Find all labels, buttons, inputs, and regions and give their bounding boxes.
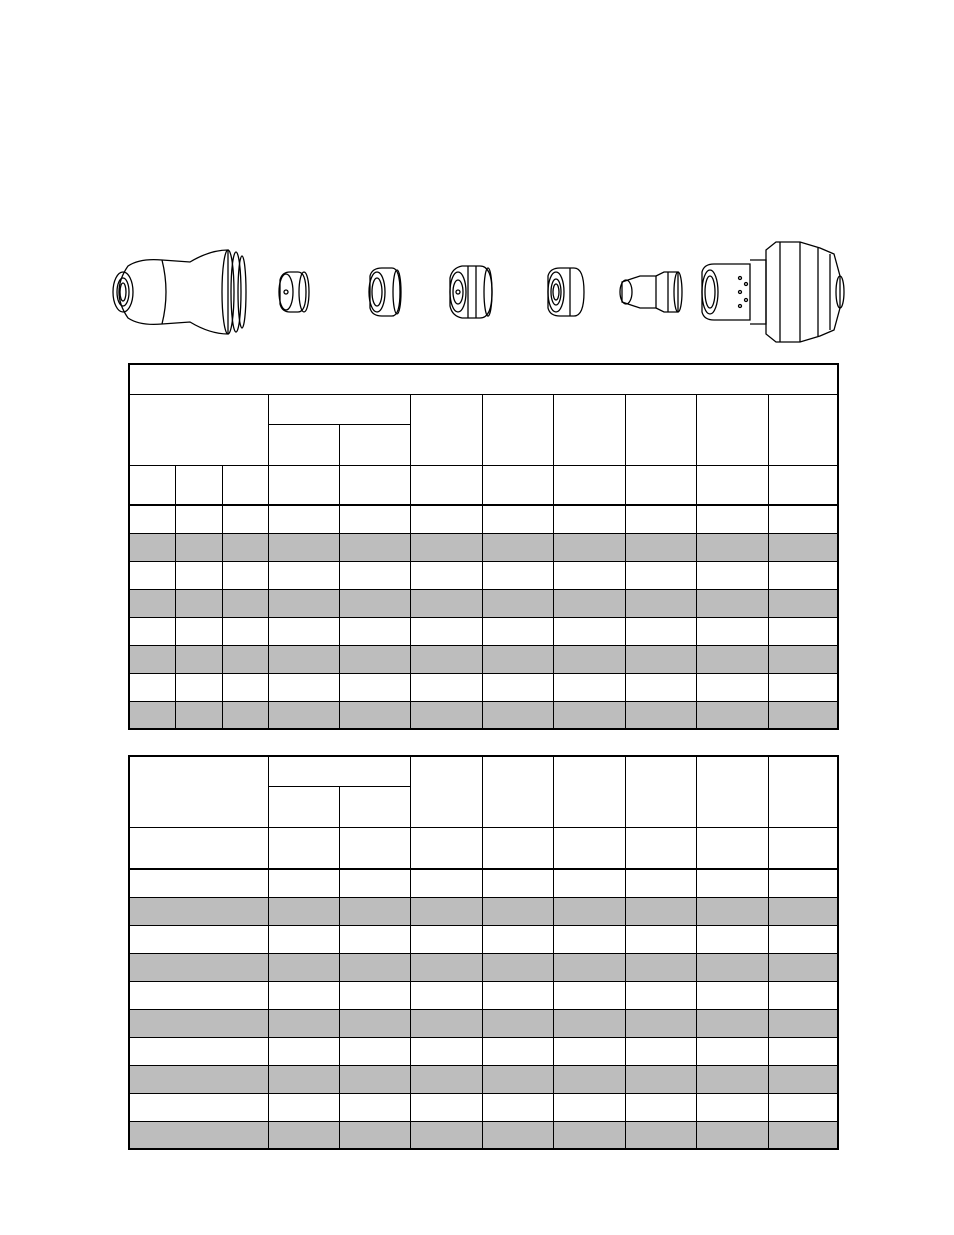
- table-cell: [553, 505, 625, 533]
- table-cell: [222, 505, 268, 533]
- shield-icon: [113, 250, 246, 334]
- table-cell: [222, 701, 268, 729]
- table-cell: [768, 1065, 838, 1093]
- table-cell: [129, 673, 175, 701]
- header-cell: [768, 827, 838, 869]
- table-cell: [625, 561, 696, 589]
- table-cell: [482, 869, 553, 897]
- header-cell: [129, 394, 268, 465]
- header-cell: [768, 465, 838, 505]
- table-cell: [339, 1121, 410, 1149]
- table-cell: [696, 701, 768, 729]
- table-cell: [768, 953, 838, 981]
- table-row: [129, 533, 838, 561]
- table-cell: [268, 925, 339, 953]
- header-cell: [410, 756, 482, 827]
- table-cell: [175, 505, 222, 533]
- table-cell: [768, 645, 838, 673]
- header-cell: [339, 827, 410, 869]
- table-cell: [268, 673, 339, 701]
- table-cell: [410, 1121, 482, 1149]
- table-cell: [339, 589, 410, 617]
- table-cell: [768, 1037, 838, 1065]
- table-cell: [696, 1037, 768, 1065]
- table-row: [129, 1009, 838, 1037]
- table-row: [129, 981, 838, 1009]
- header-cell: [410, 465, 482, 505]
- table-cell: [625, 925, 696, 953]
- table-cell: [175, 673, 222, 701]
- header-cell: [625, 394, 696, 465]
- table-cell: [339, 1093, 410, 1121]
- table-cell: [339, 981, 410, 1009]
- header-cell: [553, 465, 625, 505]
- table-cell: [696, 897, 768, 925]
- table-cell: [553, 701, 625, 729]
- table-cell: [410, 533, 482, 561]
- table-cell: [553, 1009, 625, 1037]
- table-cell: [129, 953, 268, 981]
- header-cell: [625, 756, 696, 827]
- table-cell: [553, 617, 625, 645]
- table-cell: [482, 1065, 553, 1093]
- table-cell: [768, 1093, 838, 1121]
- table-cell: [268, 589, 339, 617]
- table-cell: [339, 925, 410, 953]
- table-cell: [696, 1093, 768, 1121]
- table-cell: [482, 701, 553, 729]
- table-cell: [553, 533, 625, 561]
- table-cell: [768, 869, 838, 897]
- table-cell: [553, 645, 625, 673]
- table-cell: [768, 561, 838, 589]
- table-cell: [410, 505, 482, 533]
- header-cell: [696, 465, 768, 505]
- header-cell: [339, 786, 410, 827]
- table-cell: [339, 953, 410, 981]
- table-cell: [129, 1093, 268, 1121]
- table-cell: [339, 869, 410, 897]
- table-cell: [625, 1121, 696, 1149]
- table-row: [129, 589, 838, 617]
- table-cell: [625, 533, 696, 561]
- table-cell: [482, 1093, 553, 1121]
- table-cell: [339, 561, 410, 589]
- table-cell: [696, 617, 768, 645]
- table-cell: [482, 561, 553, 589]
- table-cell: [768, 701, 838, 729]
- header-cell: [339, 465, 410, 505]
- table-cell: [268, 1093, 339, 1121]
- table-cell: [129, 869, 268, 897]
- table-cell: [410, 1037, 482, 1065]
- table-cell: [222, 533, 268, 561]
- table-row: [129, 645, 838, 673]
- table-cell: [410, 869, 482, 897]
- table-cell: [339, 1037, 410, 1065]
- table-cell: [482, 897, 553, 925]
- table-cell: [268, 953, 339, 981]
- table-cell: [129, 505, 175, 533]
- table-cell: [410, 981, 482, 1009]
- table-cell: [129, 589, 175, 617]
- header-cell: [625, 465, 696, 505]
- table-cell: [175, 701, 222, 729]
- header-cell: [625, 827, 696, 869]
- header-cell: [268, 786, 339, 827]
- header-cell: [222, 465, 268, 505]
- table-cell: [222, 645, 268, 673]
- table-cell: [222, 589, 268, 617]
- table-cell: [129, 1009, 268, 1037]
- table-cell: [625, 673, 696, 701]
- table-cell: [268, 897, 339, 925]
- header-cell: [410, 827, 482, 869]
- table-cell: [268, 505, 339, 533]
- consumables-illustration: [100, 236, 860, 358]
- table-row: [129, 953, 838, 981]
- table-cell: [268, 561, 339, 589]
- header-cell: [553, 756, 625, 827]
- table-row: [129, 897, 838, 925]
- table-row: [129, 1121, 838, 1149]
- table-row: [129, 617, 838, 645]
- table-cell: [268, 1009, 339, 1037]
- table-cell: [768, 589, 838, 617]
- table-cell: [129, 533, 175, 561]
- header-cell: [553, 827, 625, 869]
- header-cell: [129, 827, 268, 869]
- table-cell: [625, 617, 696, 645]
- table-cell: [625, 505, 696, 533]
- table-cell: [696, 589, 768, 617]
- table-cell: [339, 617, 410, 645]
- table-cell: [339, 1065, 410, 1093]
- table-cell: [625, 1037, 696, 1065]
- table-cell: [625, 1093, 696, 1121]
- table-cell: [696, 869, 768, 897]
- table-cell: [482, 645, 553, 673]
- table-cell: [129, 1037, 268, 1065]
- header-cell: [696, 756, 768, 827]
- table-cell: [175, 645, 222, 673]
- nozzle-retaining-cap-icon: [279, 272, 309, 312]
- table-cell: [410, 1009, 482, 1037]
- table-cell: [410, 673, 482, 701]
- table-cell: [768, 925, 838, 953]
- table-cell: [482, 617, 553, 645]
- table-cell: [482, 925, 553, 953]
- header-cell: [268, 756, 410, 786]
- table-cell: [553, 869, 625, 897]
- table-cell: [553, 561, 625, 589]
- table-row: [129, 925, 838, 953]
- header-cell: [696, 394, 768, 465]
- table-cell: [129, 645, 175, 673]
- electrode-icon: [620, 272, 682, 312]
- table-cell: [696, 533, 768, 561]
- table-cell: [175, 533, 222, 561]
- table-cell: [482, 1121, 553, 1149]
- table-cell: [268, 1037, 339, 1065]
- table-cell: [175, 589, 222, 617]
- table-row: [129, 1093, 838, 1121]
- table-cell: [129, 1065, 268, 1093]
- table-cell: [129, 561, 175, 589]
- header-cell: [268, 394, 410, 424]
- table-cell: [768, 1009, 838, 1037]
- table-cell: [268, 701, 339, 729]
- table-cell: [129, 925, 268, 953]
- table-cell: [696, 953, 768, 981]
- header-cell: [268, 424, 339, 465]
- table-cell: [553, 925, 625, 953]
- table-cell: [696, 925, 768, 953]
- table-cell: [339, 673, 410, 701]
- table-cell: [268, 533, 339, 561]
- table-cell: [625, 869, 696, 897]
- table-cell: [129, 897, 268, 925]
- header-cell: [768, 756, 838, 827]
- header-cell: [482, 827, 553, 869]
- table-row: [129, 1037, 838, 1065]
- header-cell: [268, 465, 339, 505]
- table-cell: [768, 533, 838, 561]
- table-cell: [482, 1037, 553, 1065]
- table-cell: [625, 953, 696, 981]
- table-cell: [696, 505, 768, 533]
- table-row: [129, 505, 838, 533]
- table-cell: [768, 981, 838, 1009]
- table-cell: [696, 645, 768, 673]
- table-cell: [268, 1065, 339, 1093]
- table-row: [129, 561, 838, 589]
- table-cell: [625, 589, 696, 617]
- table-cell: [482, 505, 553, 533]
- table-cell: [553, 953, 625, 981]
- table-cell: [410, 701, 482, 729]
- table-cell: [482, 981, 553, 1009]
- table-cell: [268, 617, 339, 645]
- table-cell: [553, 1121, 625, 1149]
- table-row: [129, 1065, 838, 1093]
- table-cell: [553, 897, 625, 925]
- nozzle-icon: [450, 266, 492, 318]
- table-cell: [768, 617, 838, 645]
- table-cell: [696, 981, 768, 1009]
- table-row: [129, 701, 838, 729]
- table-cell: [625, 1065, 696, 1093]
- header-cell: [482, 394, 553, 465]
- table-cell: [625, 897, 696, 925]
- table-row: [129, 869, 838, 897]
- table-cell: [339, 1009, 410, 1037]
- table-cell: [696, 1065, 768, 1093]
- small-swirl-ring-icon: [548, 268, 584, 316]
- table-cell: [129, 617, 175, 645]
- table-cell: [268, 645, 339, 673]
- table-cell: [482, 673, 553, 701]
- table-cell: [482, 1009, 553, 1037]
- header-cell: [553, 394, 625, 465]
- table-cell: [768, 897, 838, 925]
- consumables-table-2: [128, 755, 839, 1150]
- table-cell: [482, 953, 553, 981]
- table-cell: [768, 673, 838, 701]
- header-cell: [129, 465, 175, 505]
- table-cell: [129, 1121, 268, 1149]
- table-cell: [129, 701, 175, 729]
- table-cell: [553, 1037, 625, 1065]
- table-cell: [410, 953, 482, 981]
- table-cell: [696, 1009, 768, 1037]
- table-cell: [696, 1121, 768, 1149]
- table-cell: [410, 589, 482, 617]
- table-row: [129, 673, 838, 701]
- header-cell: [339, 424, 410, 465]
- table-cell: [410, 1093, 482, 1121]
- table-cell: [222, 673, 268, 701]
- header-cell: [268, 827, 339, 869]
- table-cell: [410, 561, 482, 589]
- table-cell: [410, 617, 482, 645]
- table-cell: [268, 869, 339, 897]
- table-cell: [410, 897, 482, 925]
- table-cell: [625, 701, 696, 729]
- table-cell: [339, 505, 410, 533]
- table-cell: [339, 533, 410, 561]
- table-cell: [410, 645, 482, 673]
- header-cell: [482, 756, 553, 827]
- torch-head-icon: [702, 242, 844, 342]
- table-cell: [268, 981, 339, 1009]
- table-cell: [339, 701, 410, 729]
- table-cell: [553, 981, 625, 1009]
- table-cell: [482, 589, 553, 617]
- table-cell: [553, 673, 625, 701]
- header-cell: [768, 394, 838, 465]
- table-cell: [222, 617, 268, 645]
- table-cell: [175, 561, 222, 589]
- table-cell: [553, 1093, 625, 1121]
- table-cell: [553, 1065, 625, 1093]
- header-cell: [482, 465, 553, 505]
- table-cell: [410, 1065, 482, 1093]
- table-cell: [268, 1121, 339, 1149]
- table-title: [129, 364, 838, 394]
- table-cell: [625, 645, 696, 673]
- table-cell: [482, 533, 553, 561]
- header-cell: [696, 827, 768, 869]
- table-cell: [768, 505, 838, 533]
- table-cell: [553, 589, 625, 617]
- consumables-table-1: [128, 363, 839, 730]
- table-cell: [175, 617, 222, 645]
- table-cell: [339, 645, 410, 673]
- swirl-ring-icon: [369, 268, 401, 316]
- table-cell: [625, 981, 696, 1009]
- table-cell: [625, 1009, 696, 1037]
- header-cell: [129, 756, 268, 827]
- table-cell: [410, 925, 482, 953]
- table-cell: [129, 981, 268, 1009]
- table-cell: [696, 673, 768, 701]
- header-cell: [410, 394, 482, 465]
- table-cell: [339, 897, 410, 925]
- table-cell: [696, 561, 768, 589]
- header-cell: [175, 465, 222, 505]
- table-cell: [768, 1121, 838, 1149]
- table-cell: [222, 561, 268, 589]
